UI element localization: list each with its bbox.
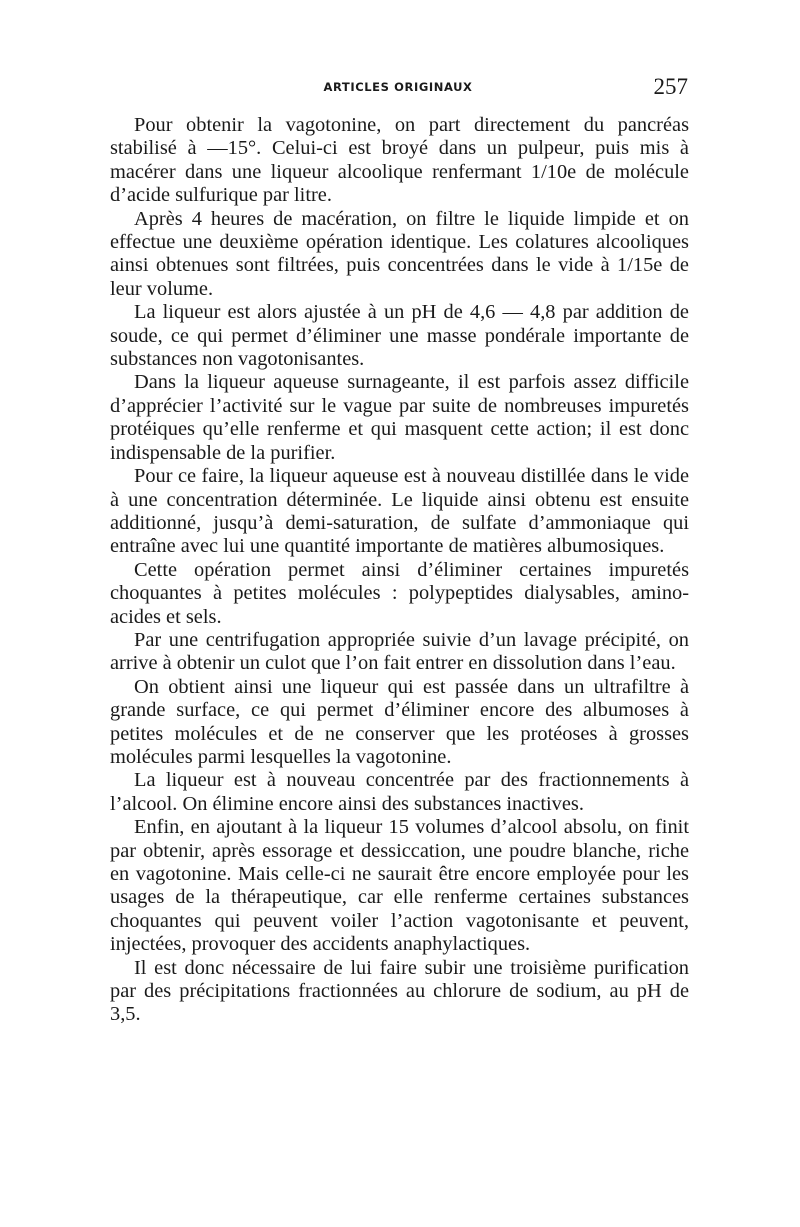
page-number: 257 — [653, 74, 688, 99]
paragraph: Pour ce faire, la liqueur aqueuse est à nouveau distillée dans le vide à une concentration déterminée. Le liquide ainsi obtenu est ensuite additionné, jusqu’à demi-saturation, de sulfate d’ammoniaque qui entraîne avec lui une quantité importante de matières albumosiques. — [110, 465, 689, 558]
paragraph: Après 4 heures de macération, on filtre le liquide limpide et on effectue une deuxième opération identique. Les colatures alcooliques ainsi obtenues sont filtrées, puis concentrées dans le vide à 1/15e de leur volume. — [110, 207, 689, 300]
running-header — [108, 74, 688, 102]
paragraph: Pour obtenir la vagotonine, on part directement du pancréas stabilisé à —15°. Celui-ci est broyé dans un pulpeur, puis mis à macérer dans une liqueur alcoolique renfermant 1/10e de molécule d’acide sulfurique par litre. — [110, 114, 689, 207]
section-title: ARTICLES ORIGINAUX — [323, 80, 473, 94]
paragraph: Enfin, en ajoutant à la liqueur 15 volumes d’alcool absolu, on finit par obtenir, après essorage et dessiccation, une poudre blanche, riche en vagotonine. Mais celle-ci ne saurait être encore employée pour les usages de la thérapeutique, car elle renferme certaines substances choquantes qui peuvent voiler l’action vagotonisante et peuvent, injectées, provoquer des accidents anaphylactiques. — [110, 816, 689, 956]
paragraph: Dans la liqueur aqueuse surnageante, il est parfois assez difficile d’apprécier l’activité sur le vague par suite de nombreuses impuretés protéiques qu’elle renferme et qui masquent cette action; il est donc indispensable de la purifier. — [110, 371, 689, 464]
paragraph: On obtient ainsi une liqueur qui est passée dans un ultrafiltre à grande surface, ce qui permet d’éliminer encore des albumoses à petites molécules et de ne conserver que les protéoses à grosses molécules parmi lesquelles la vagotonine. — [110, 675, 689, 768]
paragraph: La liqueur est à nouveau concentrée par des fractionnements à l’alcool. On élimine encore ainsi des substances inactives. — [110, 769, 689, 815]
paragraph: La liqueur est alors ajustée à un pH de 4,6 — 4,8 par addition de soude, ce qui permet d’éliminer une masse pondérale importante de substances non vagotonisantes. — [110, 301, 689, 371]
body-text — [110, 114, 689, 1027]
paragraph: Cette opération permet ainsi d’éliminer certaines impuretés choquantes à petites molécules : polypeptides dialysables, amino-acides et sels. — [110, 558, 689, 628]
paragraph: Par une centrifugation appropriée suivie d’un lavage précipité, on arrive à obtenir un culot que l’on fait entrer en dissolution dans l’eau. — [110, 628, 689, 675]
paragraph: Il est donc nécessaire de lui faire subir une troisième purification par des précipitations fractionnées au chlorure de sodium, au pH de 3,5. — [110, 956, 689, 1026]
